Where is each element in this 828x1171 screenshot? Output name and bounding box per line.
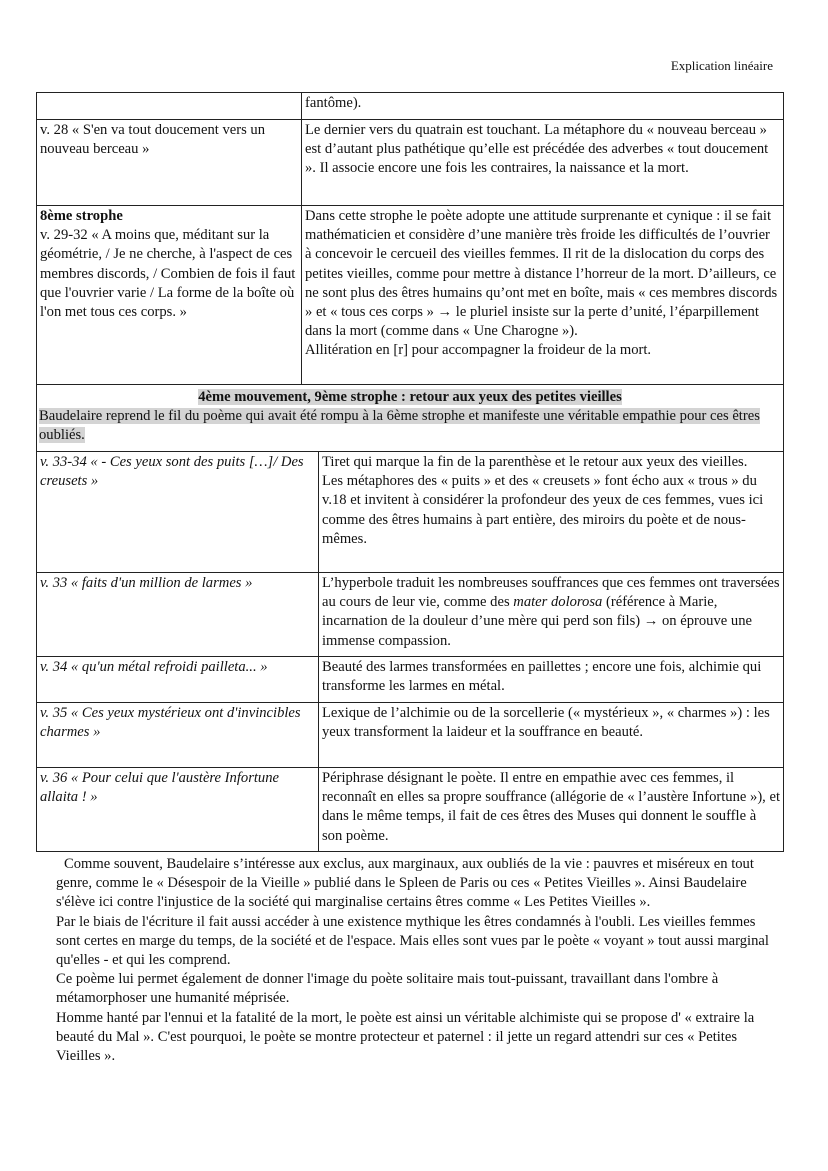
- latin-term: mater dolorosa: [513, 594, 603, 611]
- table-row: [37, 206, 784, 385]
- commentary-cell: Périphrase désignant le poète. Il entre en empathie avec ces femmes, il reconnaît en elles sa propre souffrance (allégorie de « l’austère Infortune »), et dans le même temps, il fait de ces êtres des Muses qui donnent le souffle à son poème.: [319, 768, 784, 852]
- commentary-cell: Lexique de l’alchimie ou de la sorcellerie (« mystérieux », « charmes ») : les yeux transforment la laideur et la souffrance en beauté.: [319, 703, 784, 768]
- verse-cell: [37, 206, 302, 385]
- verse-text: v. 34 « qu'un métal refroidi pailleta... »: [40, 659, 268, 675]
- movement-description-text: Baudelaire reprend le fil du poème qui avait été rompu à la 6ème strophe et manifeste une véritable empathie pour ces êtres oubliés.: [39, 408, 760, 444]
- movement-section: [36, 385, 784, 451]
- verse-text: v. 35 « Ces yeux mystérieux ont d'invincibles charmes »: [40, 705, 301, 741]
- commentary-text: (référence à Marie, incarnation de la douleur d’une mère qui perd son fils) → on éprouve une immense compassion.: [322, 594, 752, 649]
- conclusion-paragraph: Par le biais de l'écriture il fait aussi accéder à une existence mythique les êtres condamnés à l'oubli. Les vieilles femmes sont certes en marge du temps, de la société et de l'espace. Mais elles sont vues par le poète « voyant » tout aussi marginal qu'elles - et qui les comprend.: [56, 913, 769, 969]
- verse-text: v. 29-32 « A moins que, méditant sur la géométrie, / Je ne cherche, à l'aspect de ces membres discords, / Combien de fois il faut que l'ouvrier varie / La forme de la boîte où l'on met tous ces corps. »: [40, 227, 296, 321]
- table-row: [37, 573, 784, 657]
- conclusion-paragraph: Ce poème lui permet également de donner l'image du poète solitaire mais tout-puissant, travaillant dans l'ombre à métamorphoser une humanité méprisée.: [56, 971, 719, 1007]
- verse-cell: [37, 573, 319, 657]
- table-row: [37, 657, 784, 703]
- verse-text: v. 33-34 « - Ces yeux sont des puits […]/ Des creusets »: [40, 454, 304, 490]
- table-row: [37, 93, 784, 120]
- analysis-table-part1: [36, 92, 784, 385]
- commentary-text: Les métaphores des « puits » et des « creusets » font écho aux « trous » du v.18 et invitent à considérer la profondeur des yeux de ces femmes, vues ici comme des êtres humains à part entière, des miroirs du poète et de nous-mêmes.: [322, 473, 764, 547]
- table-row: [37, 452, 784, 573]
- conclusion-paragraph: Homme hanté par l'ennui et la fatalité de la mort, le poète est ainsi un véritable alchimiste qui se propose d' « extraire la beauté du Mal ». C'est pourquoi, le poète se montre protecteur et paternel : il jette un regard attendri sur ces « Petites Vieilles ».: [56, 1009, 755, 1065]
- analysis-table-part2: [36, 451, 784, 852]
- table-row: [37, 768, 784, 852]
- page-header: Explication linéaire: [670, 58, 773, 73]
- verse-cell: [37, 452, 319, 573]
- commentary-cell: Beauté des larmes transformées en paillettes ; encore une fois, alchimie qui transforme les larmes en métal.: [319, 657, 784, 703]
- verse-cell: v. 28 « S'en va tout doucement vers un nouveau berceau »: [37, 120, 302, 206]
- verse-cell: [37, 768, 319, 852]
- commentary-text: Allitération en [r] pour accompagner la froideur de la mort.: [305, 342, 652, 359]
- commentary-cell: fantôme).: [302, 93, 784, 120]
- commentary-cell: Le dernier vers du quatrain est touchant. La métaphore du « nouveau berceau » est d’autant plus pathétique qu’elle est précédée des adverbes « tout doucement ». Il associe encore une fois les contraires, la naissance et la mort.: [302, 120, 784, 206]
- verse-cell: [37, 93, 302, 120]
- movement-title-text: 4ème mouvement, 9ème strophe : retour aux yeux des petites vieilles: [198, 389, 622, 405]
- movement-description: [37, 407, 783, 445]
- table-row: [37, 703, 784, 768]
- verse-text: v. 33 « faits d'un million de larmes »: [40, 575, 253, 591]
- table-row: [37, 120, 784, 206]
- strophe-title: 8ème strophe: [40, 208, 123, 224]
- conclusion: [56, 855, 776, 1066]
- commentary-cell: [319, 452, 784, 573]
- conclusion-paragraph: Comme souvent, Baudelaire s’intéresse aux exclus, aux marginaux, aux oubliés de la vie : pauvres et miséreux en tout genre, comme le « Désespoir de la Vieille » publié dans le Spleen de Paris ou ces « Petites Vieilles ». Ainsi Baudelaire s'élève ici contre l'injustice de la société qui marginalise certains êtres comme « Les Petites Vieilles ».: [56, 856, 754, 911]
- verse-cell: [37, 703, 319, 768]
- commentary-cell: [319, 573, 784, 657]
- commentary-cell: [302, 206, 784, 385]
- commentary-text: Tiret qui marque la fin de la parenthèse et le retour aux yeux des vieilles.: [322, 454, 748, 470]
- verse-cell: [37, 657, 319, 703]
- movement-title: [37, 385, 783, 407]
- commentary-text: L’hyperbole traduit les nombreuses souffrances que ces femmes ont traversées au cours de leur vie, comme des: [322, 575, 780, 611]
- verse-text: v. 36 « Pour celui que l'austère Infortune allaita ! »: [40, 770, 280, 806]
- commentary-text: Dans cette strophe le poète adopte une attitude surprenante et cynique : il se fait mathématicien et considère d’une manière très froide les difficultés de l’ouvrier à concevoir le cercueil des vieilles femmes. Il rit de la dislocation du corps des petites vieilles, comme pour mettre à distance l’horreur de la mort. D’ailleurs, ce ne sont plus des êtres humains qu’ont met en boîte, mais « ces membres discords » et « tous ces corps » → le pluriel insiste sur la perte d’unité, l’éparpillement dans la mort (comme dans « Une Charogne »).: [305, 208, 778, 340]
